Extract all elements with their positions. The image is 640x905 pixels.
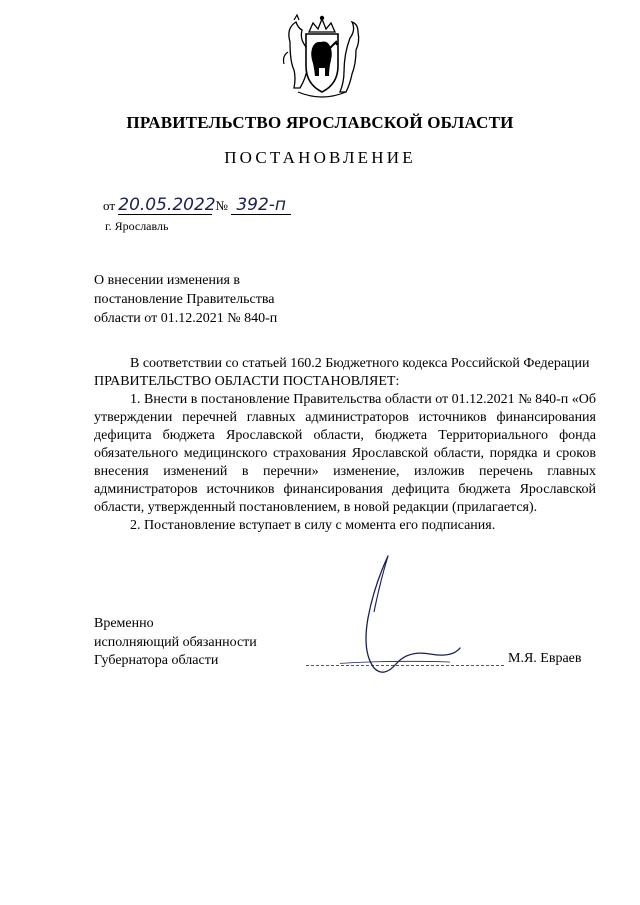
coat-of-arms-icon xyxy=(276,12,368,102)
document-subject xyxy=(94,271,324,328)
date-number-line xyxy=(103,196,291,215)
signer-position xyxy=(94,615,257,671)
organization-title: ПРАВИТЕЛЬСТВО ЯРОСЛАВСКОЙ ОБЛАСТИ xyxy=(126,113,514,132)
position-line: исполняющий обязанности xyxy=(94,634,257,650)
document-date: 20.05.2022 xyxy=(118,195,216,215)
document-type: ПОСТАНОВЛЕНИЕ xyxy=(224,148,416,167)
date-prefix: от xyxy=(103,198,116,213)
number-prefix: № xyxy=(215,198,228,213)
intro-paragraph: В соответствии со статьей 160.2 Бюджетного кодекса Российской Федерации xyxy=(130,356,590,371)
document-body xyxy=(94,355,596,535)
subject-line: постановление Правительства xyxy=(94,292,275,307)
subject-line: области от 01.12.2021 № 840-п xyxy=(94,311,278,326)
resolves-line: ПРАВИТЕЛЬСТВО ОБЛАСТИ ПОСТАНОВЛЯЕТ: xyxy=(94,374,400,389)
position-line: Губернатора области xyxy=(94,653,219,668)
handwritten-signature xyxy=(340,552,510,677)
subject-line: О внесении изменения в xyxy=(94,273,240,288)
document-number: 392-п xyxy=(231,196,291,215)
position-line: Временно xyxy=(94,616,154,631)
item-2: 2. Постановление вступает в силу с момента его подписания. xyxy=(130,518,496,533)
item-1: 1. Внести в постановление Правительства области от 01.12.2021 № 840-п «Об утверждении перечней главных администраторов источников финансирования дефицита бюджета Ярославской области, бюджета Территориального фонда обязательного медицинского страхования Ярославской области, порядка и сроков внесения изменений в перечни» изменение, изложив перечень главных администраторов источников финансирования дефицита бюджета Ярославской области, утвержденный постановлением, в новой редакции (прилагается). xyxy=(94,392,596,515)
signer-name: М.Я. Евраев xyxy=(508,651,582,666)
city: г. Ярославль xyxy=(105,219,169,233)
